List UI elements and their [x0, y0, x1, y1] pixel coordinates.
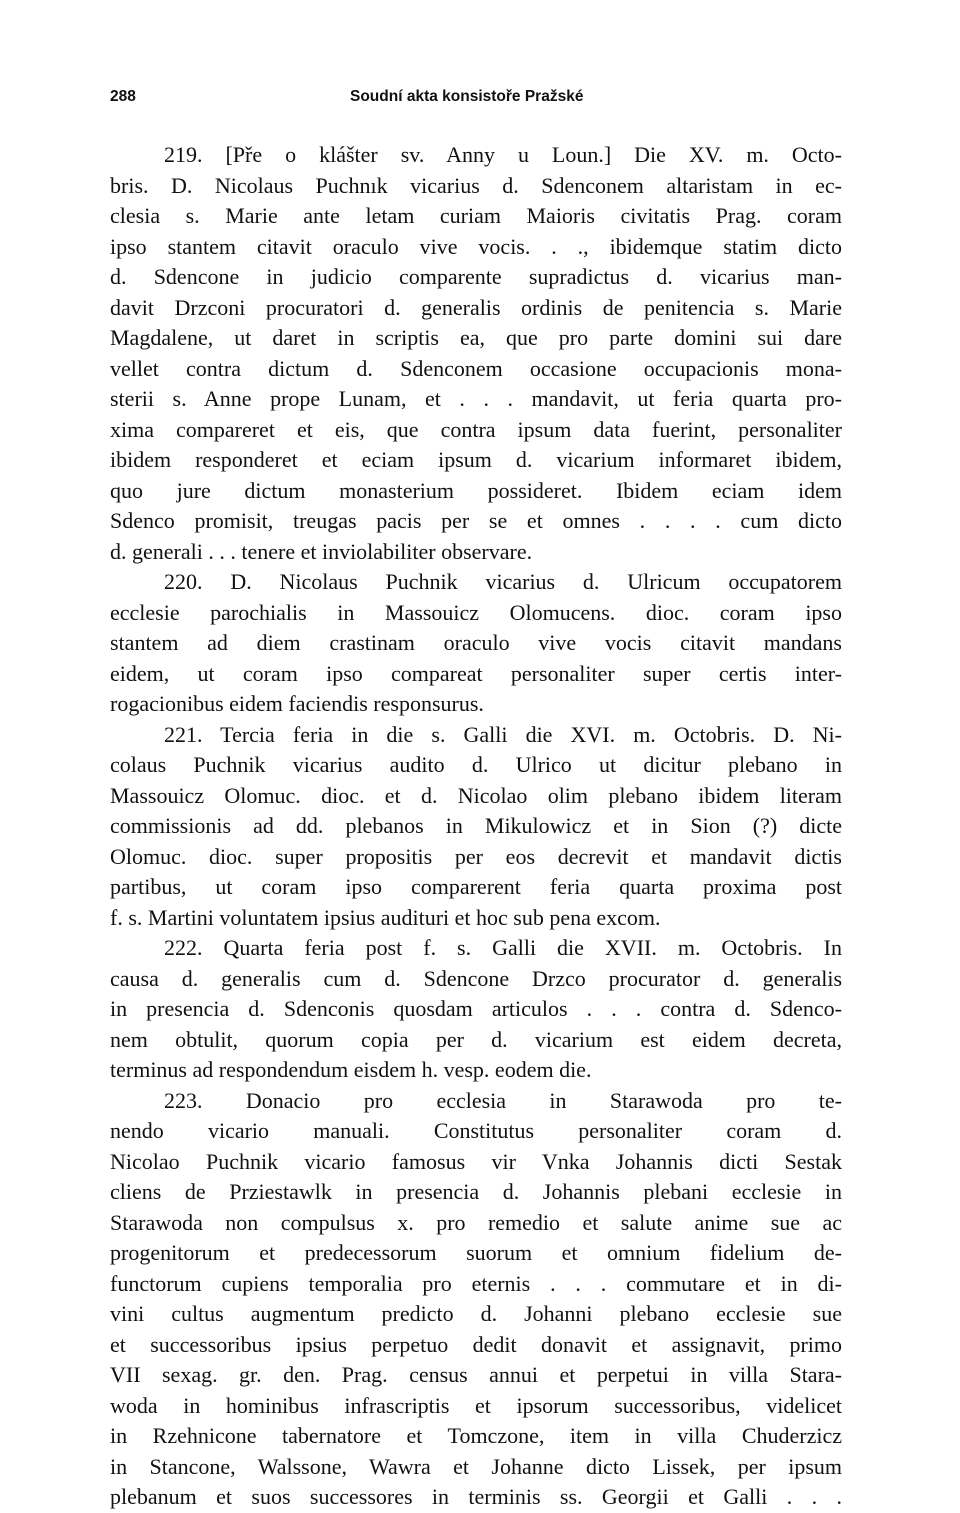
text-line: VII sexag. gr. den. Prag. census annui et perpetui in villa Stara-	[110, 1362, 842, 1387]
text-line: rogacionibus eidem faciendis responsurus.	[110, 691, 484, 716]
text-line: vini cultus augmentum predicto d. Johanni plebano ecclesie sue	[110, 1301, 842, 1326]
text-line: ipso stantem citavit oraculo vive vocis. . ., ibidemque statim dicto	[110, 233, 842, 259]
text-line: Starawoda non compulsus x. pro remedio et salute anime sue ac	[110, 1209, 842, 1235]
text-line: eidem, ut coram ipso compareat personaliter super certis inter-	[110, 660, 842, 686]
text-line: woda in hominibus infrascriptis et ipsorum successoribus, videlicet	[110, 1392, 842, 1418]
text-line: clesia s. Marie ante letam curiam Maioris civitatis Prag. coram	[110, 203, 842, 228]
text-line: sterii s. Anne prope Lunam, et . . . mandavit, ut feria quarta pro-	[110, 386, 842, 411]
text-line: 222. Quarta feria post f. s. Galli die XVII. m. Octobris. In	[164, 935, 842, 960]
text-line: 219. [Pře o klášter sv. Anny u Loun.] Die XV. m. Octo-	[164, 142, 842, 167]
text-line: d. generali . . . tenere et inviolabiliter observare.	[110, 538, 533, 564]
text-line: in Stancone, Walssone, Wawra et Johanne dicto Lissek, per ipsum	[110, 1453, 842, 1479]
text-line: bris. D. Nicolaus Puchnık vicarius d. Sdenconem altaristam in ec-	[110, 172, 842, 198]
text-line: vellet contra dictum d. Sdenconem occasione occupacionis mona-	[110, 355, 842, 381]
text-line: commissionis ad dd. plebanos in Mikulowicz et in Sion (?) dicte	[110, 813, 842, 838]
text-line: colaus Puchnik vicarius audito d. Ulrico ut dicitur plebano in	[110, 752, 842, 777]
text-line: ibidem responderet et eciam ipsum d. vicarium informaret ibidem,	[110, 447, 842, 472]
text-line: et successoribus ipsius perpetuo dedit donavit et assignavit, primo	[110, 1331, 842, 1357]
text-line: Nicolao Puchnik vicario famosus vir Vnka Johannis dicti Sestak	[110, 1148, 842, 1174]
body-text	[110, 140, 842, 1513]
text-line: Sdenco promisit, treugas pacis per se et omnes . . . . cum dicto	[110, 508, 842, 533]
text-line: stantem ad diem crastinam oraculo vive vocis citavit mandans	[110, 630, 842, 655]
text-line: Massouicz Olomuc. dioc. et d. Nicolao olim plebano ibidem literam	[110, 782, 842, 808]
text-line: f. s. Martini voluntatem ipsius audituri et hoc sub pena excom.	[110, 904, 661, 930]
page-number: 288	[110, 88, 136, 105]
text-line: progenitorum et predecessorum suorum et omnium fidelium de-	[110, 1240, 842, 1265]
text-line: in Rzehnicone tabernatore et Tomczone, item in villa Chuderzicz	[110, 1423, 842, 1448]
text-line: nem obtulit, quorum copia per d. vicarium est eidem decreta,	[110, 1026, 842, 1052]
text-line: ecclesie parochialis in Massouicz Olomucens. dioc. coram ipso	[110, 599, 842, 625]
text-line: Magdalene, ut daret in scriptis ea, que pro parte domini sui dare	[110, 325, 842, 350]
text-line: davit Drzconi procuratori d. generalis ordinis de penitencia s. Marie	[110, 294, 842, 320]
text-line: d. Sdencone in judicio comparente supradictus d. vicarius man-	[110, 264, 842, 289]
text-line: partibus, ut coram ipso comparerent feria quarta proxima post	[110, 874, 842, 899]
text-line: 223. Donacio pro ecclesia in Starawoda pro te-	[164, 1087, 842, 1113]
text-line: 221. Tercia feria in die s. Galli die XVI. m. Octobris. D. Ni-	[164, 721, 842, 747]
text-line: functorum cupiens temporalia pro eternis . . . commutare et in di-	[110, 1270, 842, 1296]
text-line: causa d. generalis cum d. Sdencone Drzco procurator d. generalis	[110, 965, 842, 991]
page-header	[110, 88, 850, 116]
text-line: 220. D. Nicolaus Puchnik vicarius d. Ulricum occupatorem	[164, 569, 842, 594]
text-line: nendo vicario manuali. Constitutus personaliter coram d.	[110, 1118, 842, 1143]
text-line: quo jure dictum monasterium possideret. Ibidem eciam idem	[110, 477, 842, 503]
running-title: Soudní akta konsistoře Pražské	[350, 88, 584, 105]
text-line: in presencia d. Sdenconis quosdam articulos . . . contra d. Sdenco-	[110, 996, 842, 1021]
text-line: cliens de Prziestawlk in presencia d. Johannis plebani ecclesie in	[110, 1179, 842, 1204]
text-line: xima compareret et eis, que contra ipsum data fuerint, personaliter	[110, 416, 842, 442]
text-line: terminus ad respondendum eisdem h. vesp. eodem die.	[110, 1057, 592, 1082]
text-line: Olomuc. dioc. super propositis per eos decrevit et mandavit dictis	[110, 843, 842, 869]
text-line: plebanum et suos successores in terminis ss. Georgii et Galli . . .	[110, 1484, 842, 1509]
